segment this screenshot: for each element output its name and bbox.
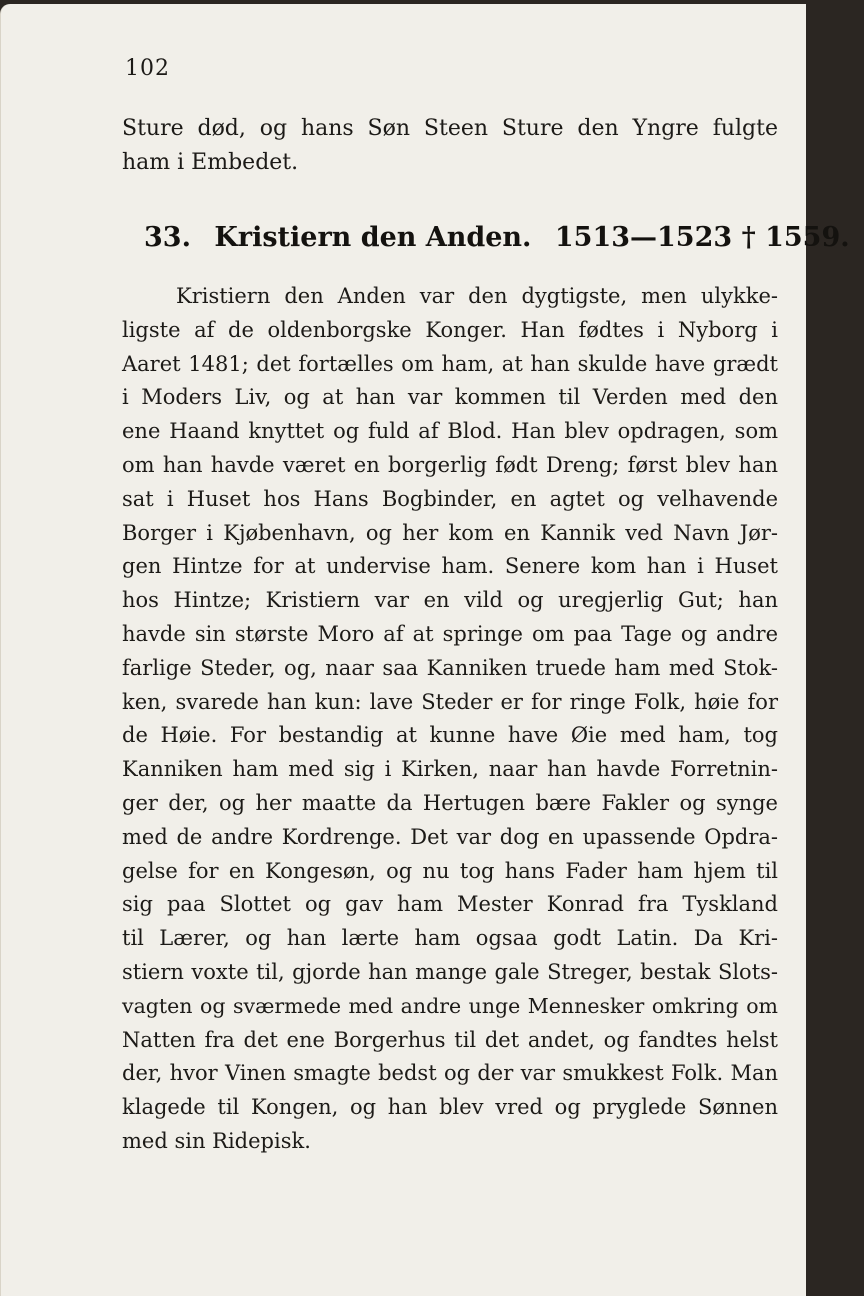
body-line: ger der, og her maatte da Hertugen bære Fakler og synge [122, 790, 778, 815]
body-line: med sin Ridepisk. [122, 1128, 311, 1153]
body-line: der, hvor Vinen smagte bedst og der var smukkest Folk. Man [122, 1061, 778, 1086]
body-line: hos Hintze; Kristiern var en vild og uregjerlig Gut; han [122, 588, 778, 613]
body-line: sat i Huset hos Hans Bogbinder, en agtet og velhavende [122, 486, 778, 511]
book-page [0, 4, 850, 1296]
page-number: 102 [125, 56, 170, 81]
body-line: sig paa Slottet og gav ham Mester Konrad fra Tyskland [122, 892, 778, 917]
body-line: ken, svarede han kun: lave Steder er for ringe Folk, høie for [122, 689, 778, 714]
body-line: Borger i Kjøbenhavn, og her kom en Kannik ved Navn Jør- [122, 520, 778, 545]
body-line: gelse for en Kongesøn, og nu tog hans Fader ham hjem til [122, 858, 778, 883]
body-line: Natten fra det ene Borgerhus til det andet, og fandtes helst [122, 1027, 778, 1052]
body-line: i Moders Liv, og at han var kommen til Verden med den [122, 385, 778, 410]
body-paragraph [122, 280, 778, 1159]
body-line: ligste af de oldenborgske Konger. Han fødtes i Nyborg i [122, 317, 778, 342]
body-line: havde sin største Moro af at springe om paa Tage og andre [122, 621, 778, 646]
body-line: farlige Steder, og, naar saa Kanniken truede ham med Stok- [122, 655, 778, 680]
body-line: om han havde været en borgerlig født Dreng; først blev han [122, 452, 778, 477]
body-line: stiern voxte til, gjorde han mange gale Streger, bestak Slots- [122, 959, 778, 984]
section-heading [144, 222, 850, 253]
intro-paragraph [122, 112, 778, 180]
body-line: gen Hintze for at undervise ham. Senere kom han i Huset [122, 554, 778, 579]
intro-line: ham i Embedet. [122, 150, 299, 175]
section-years: 1513—1523 † 1559. [554, 222, 850, 253]
section-number: 33. [144, 222, 191, 253]
body-line: klagede til Kongen, og han blev vred og pryglede Sønnen [122, 1095, 778, 1120]
intro-line: Sture død, og hans Søn Steen Sture den Yngre fulgte [122, 116, 778, 141]
body-line: med de andre Kordrenge. Det var dog en upassende Opdra- [122, 824, 778, 849]
body-line: til Lærer, og han lærte ham ogsaa godt Latin. Da Kri- [122, 926, 778, 951]
body-line: de Høie. For bestandig at kunne have Øie med ham, tog [122, 723, 778, 748]
body-line: Kanniken ham med sig i Kirken, naar han havde Forretnin- [122, 757, 778, 782]
body-line: ene Haand knyttet og fuld af Blod. Han blev opdragen, som [122, 419, 778, 444]
body-line: Aaret 1481; det fortælles om ham, at han skulde have grædt [122, 351, 778, 376]
section-title: Kristiern den Anden. [214, 222, 532, 253]
body-line: vagten og sværmede med andre unge Mennesker omkring om [122, 993, 778, 1018]
body-line: Kristiern den Anden var den dygtigste, men ulykke- [176, 284, 778, 308]
